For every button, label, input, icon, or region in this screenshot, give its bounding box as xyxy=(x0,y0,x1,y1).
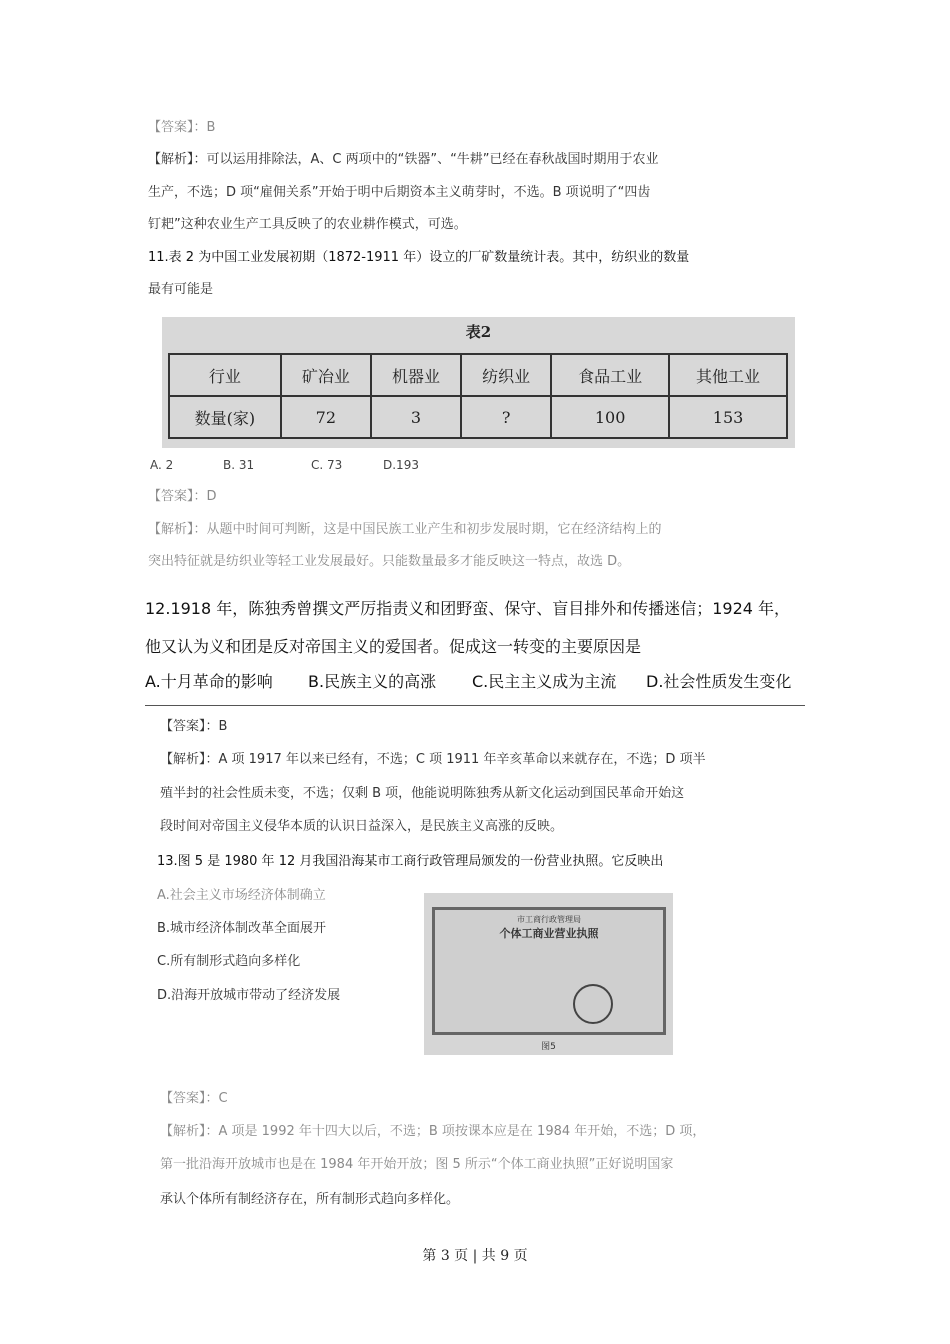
q13-option: A.社会主义市场经济体制确立 xyxy=(157,888,326,903)
q12-option: B.民族主义的高涨 xyxy=(308,672,437,691)
divider xyxy=(145,705,805,706)
q12-analysis-line: 【解析】：A 项 1917 年以来已经有，不选；C 项 1911 年辛亥革命以来就存在，不选；D 项半 xyxy=(160,752,706,767)
table-cell: 72 xyxy=(281,396,371,438)
q11-analysis-line: 突出特征就是纺织业等轻工业发展最好。只能数量最多才能反映这一特点，故选 D。 xyxy=(148,554,631,569)
q13-analysis-line: 【解析】：A 项是 1992 年十四大以后，不选；B 项按课本应是在 1984 年开始，不选；D 项， xyxy=(160,1124,706,1139)
page-footer: 第 3 页 | 共 9 页 xyxy=(422,1248,528,1264)
q13-option: C.所有制形式趋向多样化 xyxy=(157,954,301,969)
table-caption: 表2 xyxy=(465,323,492,341)
q13-analysis-line: 第一批沿海开放城市也是在 1984 年开始开放；图 5 所示“个体工商业执照”正好说明国家 xyxy=(160,1157,674,1172)
q10-analysis-line: 钉耙”这种农业生产工具反映了的农业耕作模式，可选。 xyxy=(148,217,467,232)
q12-analysis-line: 殖半封的社会性质未变，不选；仅剩 B 项，他能说明陈独秀从新文化运动到国民革命开始这 xyxy=(160,786,685,801)
q12-analysis-line: 段时间对帝国主义侵华本质的认识日益深入，是民族主义高涨的反映。 xyxy=(160,819,564,834)
business-license-photo xyxy=(424,893,673,1055)
table-header: 纺织业 xyxy=(461,354,551,396)
table-cell: 3 xyxy=(371,396,461,438)
table-cell: ? xyxy=(461,396,551,438)
q12-answer: 【答案】：B xyxy=(160,719,228,734)
q11-option: D.193 xyxy=(383,458,419,472)
q13-option: D.沿海开放城市带动了经济发展 xyxy=(157,988,341,1003)
q11-stem: 最有可能是 xyxy=(148,282,214,297)
q12-option: A.十月革命的影响 xyxy=(145,672,273,691)
q12-option: C.民主主义成为主流 xyxy=(472,672,617,691)
table-header: 其他工业 xyxy=(669,354,787,396)
q13-answer: 【答案】：C xyxy=(160,1091,228,1106)
q13-option: B.城市经济体制改革全面展开 xyxy=(157,921,327,936)
q10-analysis-line: 生产，不选；D 项“雇佣关系”开始于明中后期资本主义萌芽时，不选。B 项说明了“四齿 xyxy=(148,185,651,200)
license-org: 市工商行政管理局 xyxy=(517,915,581,924)
table-cell: 100 xyxy=(551,396,669,438)
license-title: 个体工商业营业执照 xyxy=(499,927,599,940)
table-header: 行业 xyxy=(169,354,281,396)
table-cell: 数量(家) xyxy=(169,396,281,438)
q11-stem: 11.表 2 为中国工业发展初期（1872-1911 年）设立的厂矿数量统计表。其中，纺织业的数量 xyxy=(148,250,690,265)
table-header: 机器业 xyxy=(371,354,461,396)
seal-stamp xyxy=(573,984,613,1024)
industry-table xyxy=(168,353,788,439)
q11-option: A. 2 xyxy=(150,458,174,472)
q12-stem: 他又认为义和团是反对帝国主义的爱国者。促成这一转变的主要原因是 xyxy=(145,637,642,656)
table-header: 食品工业 xyxy=(551,354,669,396)
q10-answer: 【答案】：B xyxy=(148,120,216,135)
q11-option: C. 73 xyxy=(311,458,343,472)
q10-analysis-line: 【解析】：可以运用排除法，A、C 两项中的“铁器”、“牛耕”已经在春秋战国时期用于农业 xyxy=(148,152,659,167)
q11-answer: 【答案】：D xyxy=(148,489,217,504)
table-header: 矿冶业 xyxy=(281,354,371,396)
q12-option: D.社会性质发生变化 xyxy=(646,672,792,691)
q11-option: B. 31 xyxy=(223,458,255,472)
q12-stem: 12.1918 年，陈独秀曾撰文严厉指责义和团野蛮、保守、盲目排外和传播迷信；1924 年， xyxy=(145,599,791,618)
q13-analysis-line: 承认个体所有制经济存在，所有制形式趋向多样化。 xyxy=(160,1192,460,1207)
q13-stem: 13.图 5 是 1980 年 12 月我国沿海某市工商行政管理局颁发的一份营业执照。它反映出 xyxy=(157,854,664,869)
table-cell: 153 xyxy=(669,396,787,438)
q11-analysis-line: 【解析】：从题中时间可判断，这是中国民族工业产生和初步发展时期，它在经济结构上的 xyxy=(148,522,662,537)
q11-table-image xyxy=(162,317,795,448)
figure-caption: 图5 xyxy=(541,1042,556,1052)
